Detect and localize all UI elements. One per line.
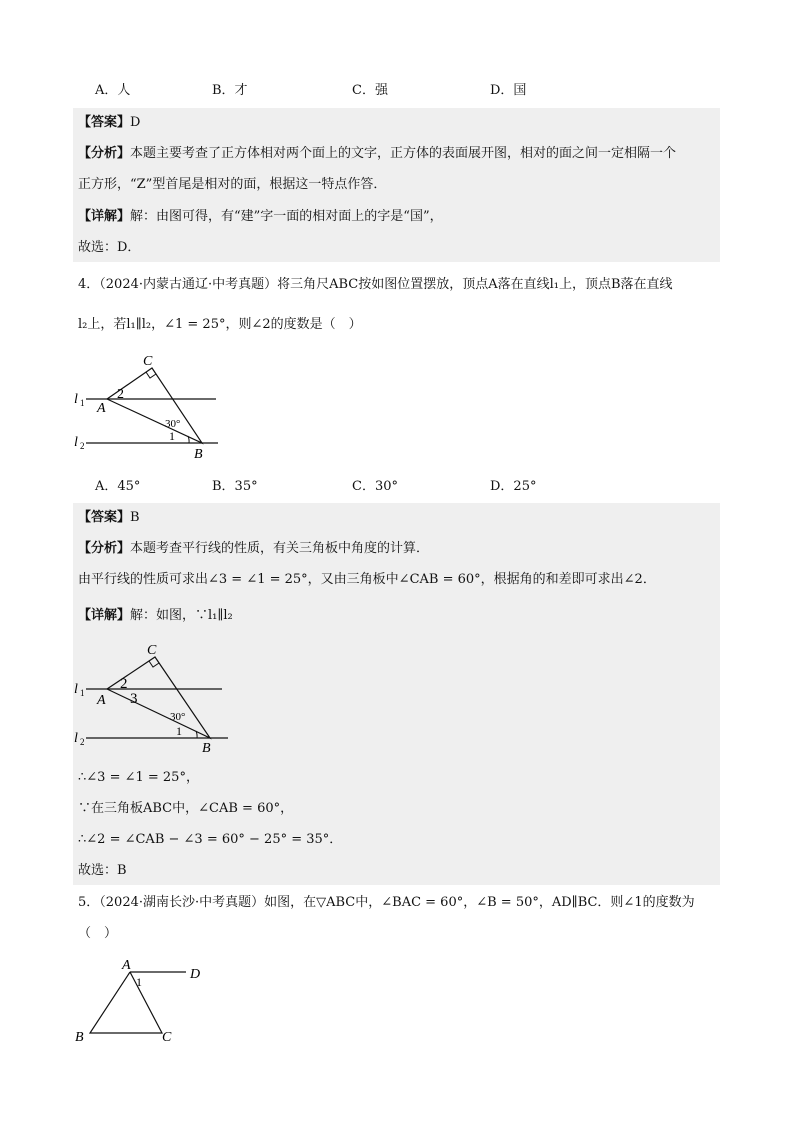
label-d: D [190,967,201,982]
detail-text: 解：如图，∵l₁∥l₂ [130,608,233,623]
label-angle-3: 3 [130,691,138,707]
q4-solution-figure [70,640,240,760]
label-a: A [97,401,106,416]
label-angle-1: 1 [169,429,175,443]
label-a: A [122,958,131,973]
label-a: A [97,693,106,708]
detail-text: 解：由图可得，有“建”字一面的相对面上的字是“国”， [130,209,443,224]
answer-tag: 【答案】 [78,510,131,525]
q3-detail-line-2: 故选：D． [78,240,141,255]
q3-option-a: A．人 [95,83,131,98]
label-l2: l [74,731,78,746]
q3-answer-line [78,113,140,133]
q4-stem-line-2: l₂上，若l₁∥l₂，∠1 = 25°，则∠2的度数是（ ） [78,317,362,332]
q4-detail-line-1 [78,606,233,626]
analysis-text: 本题考查平行线的性质，有关三角板中角度的计算． [130,541,430,556]
label-30deg: 30° [170,711,186,723]
q5-triangle-figure [70,955,220,1050]
label-b: B [75,1030,84,1045]
q3-option-c: C．强 [352,83,388,98]
label-angle-2: 2 [120,676,128,692]
triangle-abc [90,972,162,1033]
analysis-tag: 【分析】 [78,541,131,556]
q4-step-1: ∴∠3 = ∠1 = 25°， [78,770,199,785]
q3-detail-line-1 [78,207,443,227]
q5-stem-line-1: 5．（2024·湖南长沙·中考真题）如图，在▽ABC中，∠BAC = 60°，∠B = 50°，AD∥BC．则∠1的度数为 [78,895,695,910]
label-c: C [143,354,153,369]
triangle-abc [107,657,210,738]
label-l2-sub: 2 [80,441,85,451]
label-b: B [194,447,203,462]
detail-tag: 【详解】 [78,209,131,224]
label-angle-1: 1 [136,975,142,989]
q4-step-4: 故选：B [78,863,127,878]
label-l1-sub: 1 [80,688,85,698]
answer-tag: 【答案】 [78,115,131,130]
label-angle-1: 1 [176,724,182,738]
q4-stem-line-1: 4．（2024·内蒙古通辽·中考真题）将三角尺ABC按如图位置摆放，顶点A落在直线l₁上，顶点B落在直线 [78,277,673,292]
q3-analysis-line-1 [78,144,676,164]
q4-option-d: D．25° [490,479,537,494]
label-c: C [162,1030,172,1045]
label-l2: l [74,435,78,450]
right-angle-mark [149,661,159,667]
label-l1: l [74,392,78,407]
label-l2-sub: 2 [80,737,85,747]
q4-option-a: A．45° [95,479,141,494]
q5-stem-line-2: （ ） [78,926,118,941]
label-l1: l [74,682,78,697]
right-angle-mark [146,372,156,378]
analysis-text: 本题主要考查了正方体相对两个面上的文字，正方体的表面展开图，相对的面之间一定相隔一个 [130,146,677,161]
label-c: C [147,643,157,658]
q3-option-d: D．国 [490,83,527,98]
q3-analysis-line-2: 正方形，“Z”型首尾是相对的面，根据这一特点作答． [78,177,387,192]
q4-step-3: ∴∠2 = ∠CAB − ∠3 = 60° − 25° = 35°． [78,832,343,847]
label-b: B [202,741,211,756]
detail-tag: 【详解】 [78,608,131,623]
answer-value: B [130,510,140,525]
q4-answer-line [78,508,140,528]
q3-option-b: B．才 [212,83,248,98]
q4-step-2: ∵在三角板ABC中，∠CAB = 60°， [78,801,294,816]
answer-value: D [130,115,141,130]
q4-analysis-line-1 [78,539,429,559]
analysis-tag: 【分析】 [78,146,131,161]
q4-analysis-line-2: 由平行线的性质可求出∠3 = ∠1 = 25°，又由三角板中∠CAB = 60°，根据角的和差即可求出∠2． [78,572,656,587]
label-l1-sub: 1 [80,398,85,408]
label-angle-2: 2 [117,387,124,402]
label-30deg: 30° [165,418,181,430]
q4-option-b: B．35° [212,479,258,494]
q4-option-c: C．30° [352,479,398,494]
triangle-abc [107,368,202,443]
q4-triangle-figure [70,352,230,464]
